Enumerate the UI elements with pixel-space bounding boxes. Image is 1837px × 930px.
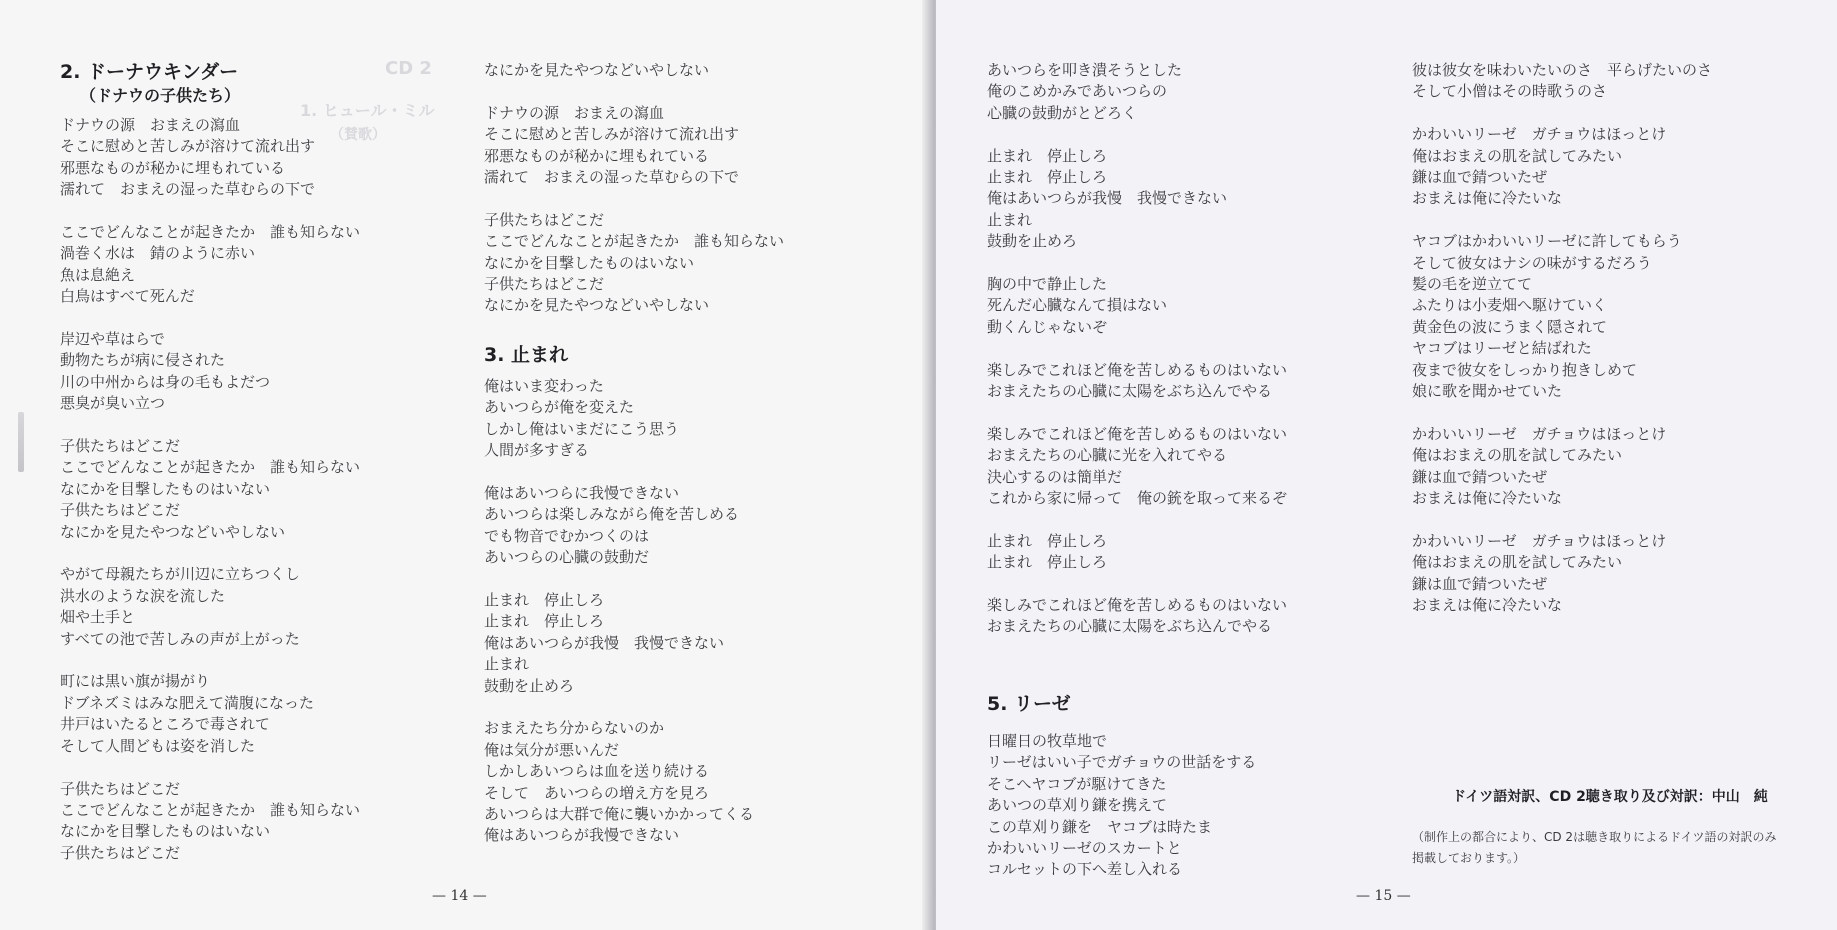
stanza-gap — [1412, 103, 1712, 124]
lyric-line: 楽しみでこれほど俺を苦しめるものはいない — [987, 596, 1288, 615]
lyric-line: 子供たちはどこだ — [484, 275, 605, 294]
lyric-line: かわいいリーゼ ガチョウはほっとけ — [1412, 424, 1667, 443]
lyric-line: なにかを見たやつなどいやしない — [484, 296, 710, 315]
lyric-line: 白鳥はすべて死んだ — [60, 287, 195, 306]
stanza-gap — [987, 509, 1287, 530]
song-title: 2. ドーナウキンダー — [60, 61, 239, 83]
lyric-line: 人間が多すぎる — [484, 441, 590, 460]
stanza-gap — [1412, 210, 1712, 231]
stanza-gap — [60, 415, 360, 436]
lyric-line: なにかを見たやつなどいやしない — [60, 522, 286, 541]
stanza-gap — [484, 568, 784, 589]
lyric-line: そこへヤコブが駆けてきた — [987, 774, 1167, 793]
lyric-line: ふたりは小麦畑へ駆けていく — [1412, 296, 1608, 315]
lyric-line: 俺はあいつらが我慢 我慢できない — [484, 633, 725, 652]
lyric-line: 止まれ 停止しろ — [987, 146, 1108, 165]
stanza-gap — [60, 543, 360, 564]
translation-note — [1412, 828, 1776, 871]
lyric-line: 畑や土手と — [60, 608, 136, 627]
lyric-line: おまえは俺に冷たいな — [1412, 489, 1563, 508]
lyric-line: 心臓の鼓動がとどろく — [987, 103, 1138, 122]
lyric-line: 洪水のような涙を流した — [60, 586, 226, 605]
bleed-through-cd-label: CD 2 — [385, 58, 432, 79]
lyric-line: 鎌は血で錆ついたぜ — [1412, 574, 1548, 593]
lyric-line: ヤコブはリーゼと結ばれた — [1412, 339, 1592, 358]
stanza-gap — [484, 81, 784, 102]
stanza-gap — [987, 124, 1287, 145]
lyric-line: 娘に歌を聞かせていた — [1412, 382, 1563, 401]
lyric-line: おまえたちの心臓に太陽をぶち込んでやる — [987, 382, 1273, 401]
lyric-line: 俺は気分が悪いんだ — [484, 740, 620, 759]
lyric-line: 止まれ 停止しろ — [987, 531, 1108, 550]
stanza-gap — [987, 574, 1287, 595]
lyric-line: あいつの草刈り鎌を携えて — [987, 796, 1168, 815]
lyric-line: 子供たちはどこだ — [484, 210, 605, 229]
page-number: — 15 — — [1356, 888, 1411, 904]
lyric-line: これから家に帰って 俺の銃を取って来るぞ — [987, 489, 1288, 508]
lyric-line: 子供たちはどこだ — [60, 779, 181, 798]
bleed-through-track-sub: （賛歌） — [330, 127, 386, 143]
lyric-line: そして彼女はナシの味がするだろう — [1412, 253, 1652, 272]
lyric-line: かわいいリーゼ ガチョウはほっとけ — [1412, 125, 1667, 144]
page-edge-mark — [18, 412, 24, 472]
bleed-through-track-title: 1. ヒュール・ミル — [300, 101, 435, 120]
lyric-line: あいつらは大群で俺に襲いかかってくる — [484, 804, 755, 823]
lyric-line: 魚は息絶え — [60, 265, 136, 284]
lyric-line: 子供たちはどこだ — [60, 437, 181, 456]
stanza-gap — [60, 308, 360, 329]
lyric-line: 子供たちはどこだ — [60, 501, 181, 520]
stanza-gap — [987, 338, 1287, 359]
lyric-line: 鼓動を止めろ — [987, 232, 1078, 251]
lyric-line: 黄金色の波にうまく隠されて — [1412, 317, 1608, 336]
lyric-line: 渦巻く水は 錆のように赤い — [60, 244, 256, 263]
lyric-line: 俺はおまえの肌を試してみたい — [1412, 446, 1623, 465]
lyric-line: 俺はおまえの肌を試してみたい — [1412, 553, 1623, 572]
lyric-line: おまえは俺に冷たいな — [1412, 596, 1563, 615]
stanza-gap — [60, 650, 360, 671]
lyric-line: 髪の毛を逆立てて — [1412, 275, 1533, 294]
lyric-line: 俺はあいつらが我慢できない — [484, 826, 680, 845]
lyric-line: 止まれ 停止しろ — [484, 612, 605, 631]
lyric-line: 日曜日の牧草地で — [987, 731, 1108, 750]
lyric-line: ここでどんなことが起きたか 誰も知らない — [60, 223, 361, 242]
lyric-line: 楽しみでこれほど俺を苦しめるものはいない — [987, 360, 1288, 379]
lyric-line: 子供たちはどこだ — [60, 843, 181, 862]
song-title: 3. 止まれ — [484, 343, 569, 366]
translation-credit: ドイツ語対訳、CD 2聴き取り及び対訳：中山 純 — [1452, 789, 1768, 805]
lyric-line: そして人間どもは姿を消した — [60, 736, 256, 755]
lyric-line: しかしあいつらは血を送り続ける — [484, 762, 710, 781]
stanza-gap — [987, 402, 1287, 423]
lyric-line: ここでどんなことが起きたか 誰も知らない — [484, 232, 785, 251]
lyric-line: 俺はあいつらが我慢 我慢できない — [987, 189, 1228, 208]
stanza-gap — [484, 461, 784, 482]
lyric-line: 俺はおまえの肌を試してみたい — [1412, 146, 1623, 165]
lyric-line: 濡れて おまえの湿った草むらの下で — [484, 168, 740, 187]
lyric-line: そこに慰めと苦しみが溶けて流れ出す — [60, 137, 316, 156]
lyric-line: おまえは俺に冷たいな — [1412, 189, 1563, 208]
lyric-line: ここでどんなことが起きたか 誰も知らない — [60, 458, 361, 477]
lyric-line: 俺はいま変わった — [484, 376, 604, 395]
lyric-line: 鎌は血で錆ついたぜ — [1412, 467, 1548, 486]
lyric-line: 動物たちが病に侵された — [60, 351, 226, 370]
note-line: 掲載しております。） — [1412, 851, 1526, 866]
stanza-gap — [60, 201, 360, 222]
stanza-gap — [60, 757, 360, 778]
lyric-line: 邪悪なものが秘かに埋もれている — [484, 146, 710, 165]
stanza-gap — [1412, 509, 1712, 530]
lyric-line: そして小僧はその時歌うのさ — [1412, 82, 1608, 101]
left-column-1 — [60, 60, 360, 864]
lyric-line: 川の中州からは身の毛もよだつ — [60, 372, 271, 391]
lyric-line: やがて母親たちが川辺に立ちつくし — [60, 565, 300, 584]
lyric-line: 濡れて おまえの湿った草むらの下で — [60, 180, 316, 199]
lyric-line: 止まれ — [987, 210, 1033, 229]
stanza-gap — [484, 188, 784, 209]
lyric-line: ドブネズミはみな肥えて満腹になった — [60, 693, 314, 712]
left-column-2 — [484, 60, 784, 847]
lyric-line: 岸辺や草はらで — [60, 330, 165, 349]
lyric-line: ドナウの源 おまえの瀉血 — [484, 103, 665, 122]
lyric-line: 彼は彼女を味わいたいのさ 平らげたいのさ — [1412, 61, 1713, 79]
lyric-line: なにかを目撃したものはいない — [484, 253, 695, 272]
lyric-line: 楽しみでこれほど俺を苦しめるものはいない — [987, 424, 1288, 443]
lyric-line: かわいいリーゼ ガチョウはほっとけ — [1412, 531, 1667, 550]
lyric-line: 俺はあいつらに我慢できない — [484, 483, 680, 502]
lyric-line: 悪臭が臭い立つ — [60, 394, 166, 413]
lyric-line: 止まれ — [484, 655, 530, 674]
stanza-gap — [987, 253, 1287, 274]
note-line: （制作上の都合により、CD 2は聴き取りによるドイツ語の対訳のみ — [1412, 830, 1777, 844]
lyric-line: すべての池で苦しみの声が上がった — [60, 629, 300, 648]
lyric-line: 町には黒い旗が揚がり — [60, 672, 211, 691]
lyric-line: あいつらは楽しみながら俺を苦しめる — [484, 505, 740, 524]
lyric-line: あいつらの心臓の鼓動だ — [484, 548, 650, 567]
lyric-line: ヤコブはかわいいリーゼに許してもらう — [1412, 232, 1682, 251]
lyric-line: あいつらを叩き潰そうとした — [987, 61, 1183, 79]
page-number: — 14 — — [432, 888, 487, 904]
lyric-line: おまえたちの心臓に太陽をぶち込んでやる — [987, 617, 1273, 636]
lyric-line: リーゼはいい子でガチョウの世話をする — [987, 753, 1257, 772]
lyric-line: あいつらが俺を変えた — [484, 398, 635, 417]
lyric-line: なにかを目撃したものはいない — [60, 479, 271, 498]
right-column-2 — [1412, 60, 1712, 617]
lyric-line: 鼓動を止めろ — [484, 676, 575, 695]
lyric-line: しかし俺はいまだにこう思う — [484, 419, 680, 438]
lyric-line: 胸の中で静止した — [987, 275, 1108, 294]
lyric-line: 死んだ心臓なんて損はない — [987, 296, 1168, 315]
lyric-line: ここでどんなことが起きたか 誰も知らない — [60, 800, 361, 819]
song-subtitle: （ドナウの子供たち） — [80, 86, 241, 105]
song-title: 5. リーゼ — [987, 692, 1071, 715]
lyric-line: 止まれ 停止しろ — [987, 168, 1108, 187]
lyric-line: おまえたち分からないのか — [484, 719, 665, 738]
lyric-line: なにかを目撃したものはいない — [60, 822, 271, 841]
lyric-line: 止まれ 停止しろ — [484, 590, 605, 609]
section-gap — [987, 638, 1287, 692]
lyric-line: 決心するのは簡単だ — [987, 467, 1123, 486]
lyric-line: そこに慰めと苦しみが溶けて流れ出す — [484, 125, 740, 144]
lyric-line: かわいいリーゼのスカートと — [987, 838, 1182, 857]
lyric-line: 動くんじゃないぞ — [987, 317, 1108, 336]
lyric-line: ドナウの源 おまえの瀉血 — [60, 116, 241, 134]
lyric-line: 鎌は血で錆ついたぜ — [1412, 168, 1548, 187]
lyric-line: そして あいつらの増え方を見ろ — [484, 783, 710, 802]
stanza-gap — [1412, 402, 1712, 423]
lyric-line: でも物音でむかつくのは — [484, 526, 650, 545]
lyric-line: なにかを見たやつなどいやしない — [484, 61, 710, 79]
section-gap — [484, 317, 784, 343]
lyric-line: 夜まで彼女をしっかり抱きしめて — [1412, 360, 1638, 379]
lyric-line: コルセットの下へ差し入れる — [987, 860, 1183, 879]
lyric-line: 俺のこめかみであいつらの — [987, 82, 1168, 101]
lyric-line: おまえたちの心臓に光を入れてやる — [987, 446, 1228, 465]
right-column-1 — [987, 60, 1287, 881]
lyric-line: 止まれ 停止しろ — [987, 553, 1108, 572]
lyric-line: 井戸はいたるところで毒されて — [60, 715, 270, 734]
stanza-gap — [484, 697, 784, 718]
lyric-line: この草刈り鎌を ヤコブは時たま — [987, 817, 1213, 836]
lyric-line: 邪悪なものが秘かに埋もれている — [60, 158, 286, 177]
